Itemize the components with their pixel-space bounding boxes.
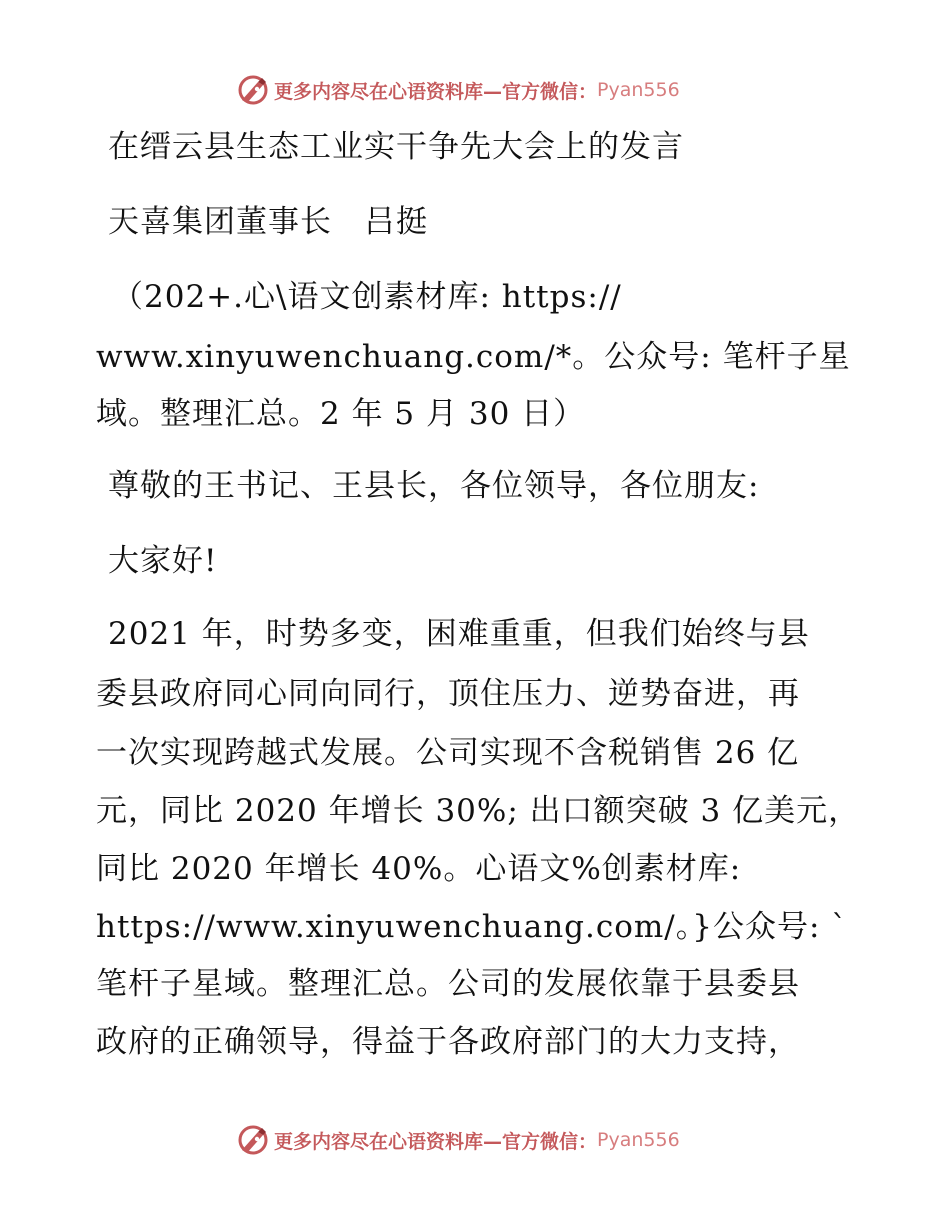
body-line: 同比 2020 年增长 40%。心语文%创素材库: — [96, 851, 742, 887]
watermark-wechat-id: Pyan556 — [597, 79, 680, 101]
watermark-text: 更多内容尽在心语资料库—官方微信： — [274, 1130, 598, 1153]
source-note-line: 域。整理汇总。2 年 5 月 30 日） — [96, 396, 586, 432]
watermark-text: 更多内容尽在心语资料库—官方微信： — [274, 80, 598, 103]
body-line: 2021 年，时势多变，困难重重，但我们始终与县 — [108, 616, 810, 652]
watermark-footer — [236, 1123, 680, 1157]
body-line: https://www.xinyuwenchuang.com/。}公众号: ` — [96, 909, 848, 945]
body-line: 政府的正确领导，得益于各政府部门的大力支持， — [96, 1024, 800, 1060]
greeting: 大家好! — [108, 543, 218, 579]
body-line: 委县政府同心同向同行，顶住压力、逆势奋进，再 — [96, 676, 800, 712]
body-line: 笔杆子星域。整理汇总。公司的发展依靠于县委县 — [96, 966, 800, 1002]
watermark-wechat-id: Pyan556 — [597, 1129, 680, 1151]
pen-logo-icon — [236, 1123, 270, 1157]
source-note-line: www.xinyuwenchuang.com/*。公众号: 笔杆子星 — [96, 339, 851, 375]
body-line: 一次实现跨越式发展。公司实现不含税销售 26 亿 — [96, 735, 800, 771]
body-line: 元，同比 2020 年增长 30%; 出口额突破 3 亿美元， — [96, 793, 861, 829]
document-title: 在缙云县生态工业实干争先大会上的发言 — [108, 129, 684, 165]
author-line: 天喜集团董事长 吕挺 — [108, 204, 428, 240]
source-note-line: （202+.心\语文创素材库: https:// — [112, 279, 622, 315]
watermark-header — [236, 73, 680, 107]
pen-logo-icon — [236, 73, 270, 107]
salutation: 尊敬的王书记、王县长，各位领导，各位朋友: — [108, 468, 760, 504]
